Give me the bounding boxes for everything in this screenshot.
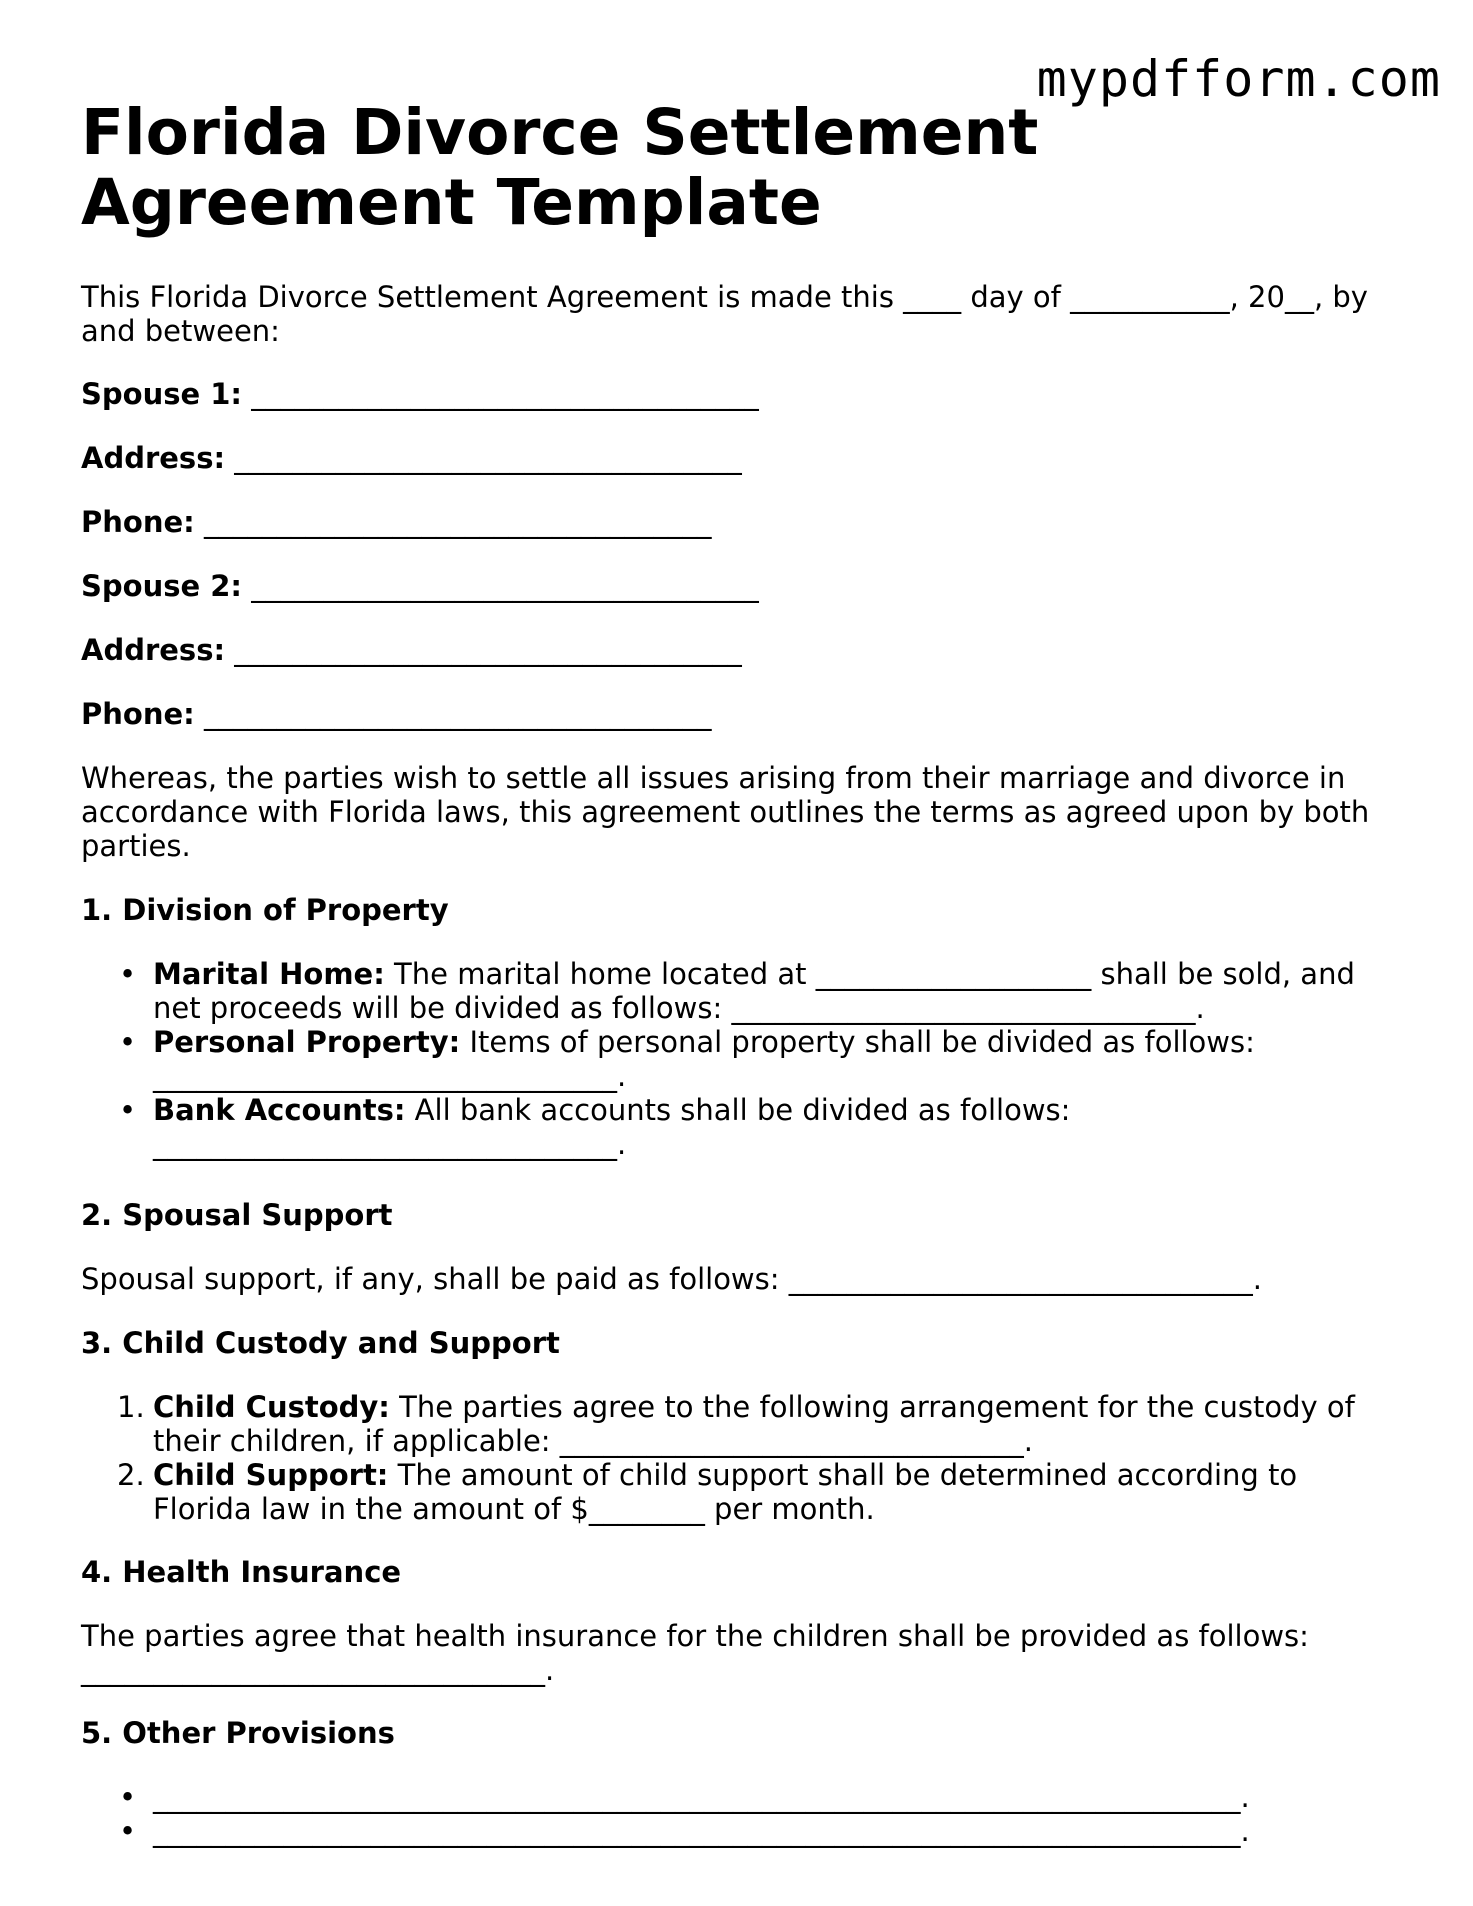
other-provisions-list [81,1780,1381,1848]
intro-paragraph: This Florida Divorce Settlement Agreement is made this ____ day of ___________, 20__, by and between: [81,280,1368,348]
item-text[interactable]: ___________________________________________________________________________. [153,1780,1250,1814]
item-number: 2. [117,1458,145,1492]
item-number: 1. [117,1390,145,1424]
field-blank[interactable]: ___________________________________ [203,505,712,539]
list-item [81,1814,1381,1848]
field-label: Phone: [81,697,195,731]
spouse1-name-field[interactable] [81,377,759,411]
field-blank[interactable]: ___________________________________ [234,633,742,667]
spouse1-address-field[interactable] [81,441,742,475]
property-list [81,957,1381,1161]
item-label: Personal Property: [153,1025,461,1059]
spouse2-phone-field[interactable] [81,697,711,731]
field-blank[interactable]: ___________________________________ [234,441,742,475]
item-text: The marital home located at ___________________ shall be sold, and net proceeds will be divided as follows: ________________________________. [153,957,1355,1025]
list-item [81,1780,1381,1814]
item-text: All bank accounts shall be divided as follows: ________________________________. [153,1093,1071,1161]
item-label: Child Custody: [153,1390,390,1424]
list-item [81,1025,1381,1093]
bullet-icon: • [119,1814,137,1848]
list-item [81,1458,1381,1526]
item-text: Items of personal property shall be divided as follows: ________________________________. [153,1025,1255,1093]
section-heading-insurance: 4. Health Insurance [81,1555,402,1589]
section-heading-property: 1. Division of Property [81,893,449,927]
whereas-paragraph: Whereas, the parties wish to settle all issues arising from their marriage and divorce in accordance with Florida laws, this agreement outlines the terms as agreed upon by both parties. [81,761,1370,863]
spouse2-address-field[interactable] [81,633,742,667]
spouse1-phone-field[interactable] [81,505,711,539]
field-label: Address: [81,633,226,667]
list-item [81,1093,1381,1161]
spouse2-name-field[interactable] [81,569,759,603]
list-item [81,957,1381,1025]
document-title: Florida Divorce Settlement Agreement Template [81,96,1039,239]
item-label: Child Support: [153,1458,389,1492]
bullet-icon: • [119,1025,137,1059]
item-label: Bank Accounts: [153,1093,406,1127]
item-label: Marital Home: [153,957,385,991]
list-item [81,1390,1381,1458]
insurance-paragraph: The parties agree that health insurance for the children shall be provided as follows: ________________________________. [81,1619,1309,1687]
field-label: Address: [81,441,226,475]
item-text[interactable]: ___________________________________________________________________________. [153,1814,1250,1848]
bullet-icon: • [119,957,137,991]
section-heading-other: 5. Other Provisions [81,1716,395,1750]
bullet-icon: • [119,1093,137,1127]
field-blank[interactable]: ___________________________________ [251,377,759,411]
field-blank[interactable]: ___________________________________ [251,569,759,603]
field-blank[interactable]: ___________________________________ [203,697,712,731]
bullet-icon: • [119,1780,137,1814]
section-heading-spousal: 2. Spousal Support [81,1198,393,1232]
section-heading-custody: 3. Child Custody and Support [81,1326,560,1360]
field-label: Phone: [81,505,195,539]
field-label: Spouse 2: [81,569,243,603]
custody-list [81,1390,1381,1526]
item-text: The amount of child support shall be determined according to Florida law in the amount of $________ per month. [153,1458,1298,1526]
spousal-paragraph: Spousal support, if any, shall be paid as follows: ________________________________. [81,1262,1262,1296]
field-label: Spouse 1: [81,377,243,411]
item-text: The parties agree to the following arrangement for the custody of their children, if applicable: ________________________________. [153,1390,1355,1458]
watermark: mypdfform.com [1036,50,1441,108]
